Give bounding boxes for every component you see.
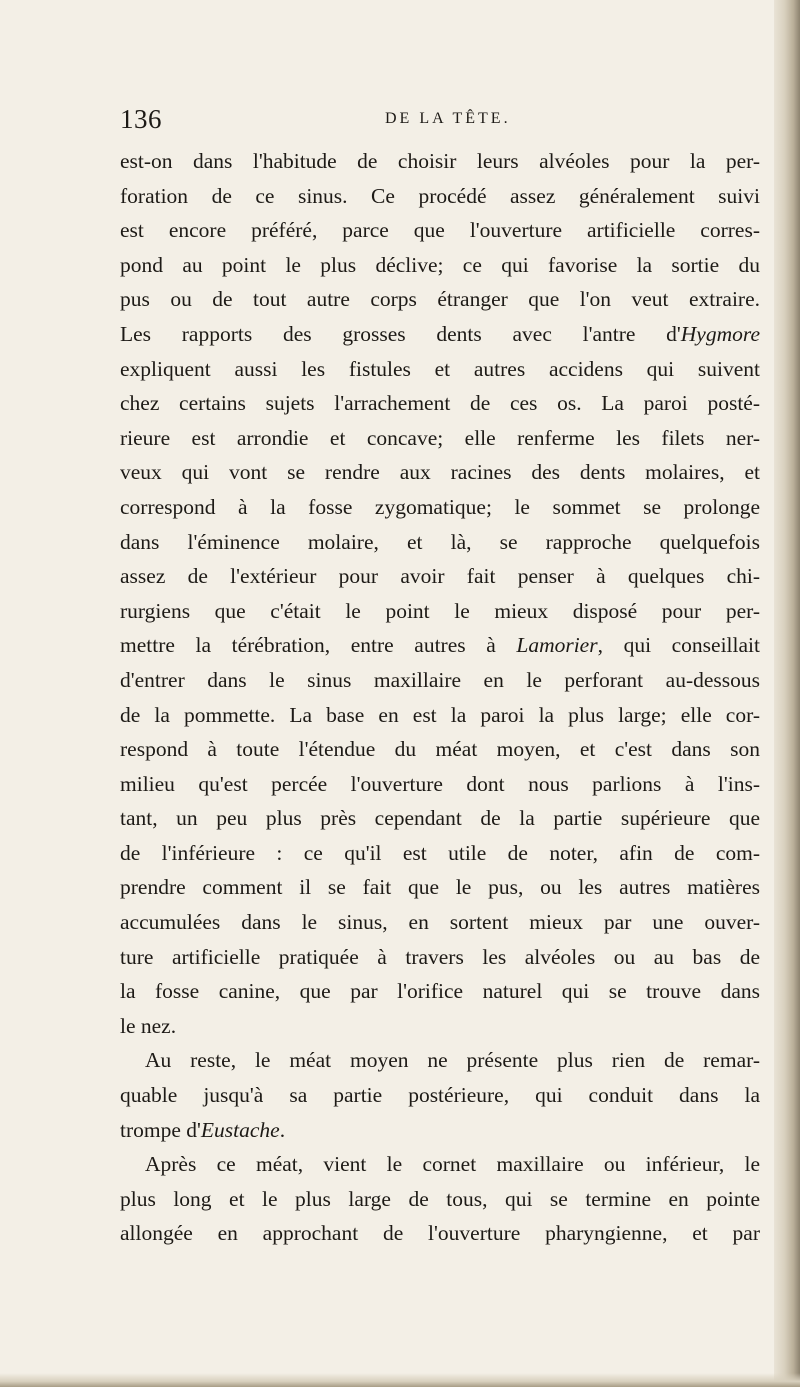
text-line: quable jusqu'à sa partie postérieure, qui conduit dans la <box>120 1083 760 1108</box>
text-line: correspond à la fosse zygomatique; le sommet se prolonge <box>120 494 760 519</box>
text-line: prendre comment il se fait que le pus, ou les autres matières <box>120 875 760 900</box>
text-line: milieu qu'est percée l'ouverture dont nous parlions à l'ins- <box>120 771 760 796</box>
text-line: rurgiens que c'était le point le mieux disposé pour per- <box>120 598 760 623</box>
text-line: le nez. <box>120 1013 177 1038</box>
text-line: d'entrer dans le sinus maxillaire en le perforant au-dessous <box>120 667 760 692</box>
text-line: plus long et le plus large de tous, qui se termine en pointe <box>120 1186 760 1211</box>
body-text <box>120 144 760 1251</box>
page-edge-shadow <box>774 0 800 1387</box>
text-line: pus ou de tout autre corps étranger que l'on veut extraire. <box>120 287 760 312</box>
text-line <box>120 317 760 352</box>
text-line: accumulées dans le sinus, en sortent mieux par une ouver- <box>120 910 760 935</box>
text-run: trompe d' <box>120 1117 201 1142</box>
text-line: ture artificielle pratiquée à travers les alvéoles ou au bas de <box>120 944 760 969</box>
page-number: 136 <box>120 104 162 134</box>
text-line: dans l'éminence molaire, et là, se rapproche quelquefois <box>120 529 760 554</box>
running-head: DE LA TÊTE. <box>385 110 511 127</box>
text-line: veux qui vont se rendre aux racines des dents molaires, et <box>120 460 760 485</box>
text-run: , qui conseillait <box>597 633 760 658</box>
text-line <box>120 628 760 663</box>
italic-name-hygmore: Hygmore <box>680 321 760 346</box>
italic-name-lamorier: Lamorier <box>516 633 598 658</box>
text-run: . <box>279 1117 286 1142</box>
text-run: mettre la térébration, entre autres à <box>120 633 517 658</box>
text-line: allongée en approchant de l'ouverture pharyngienne, et par <box>120 1221 760 1246</box>
text-line: foration de ce sinus. Ce procédé assez généralement suivi <box>120 183 760 208</box>
text-line: assez de l'extérieur pour avoir fait penser à quelques chi- <box>120 564 760 589</box>
text-run: Les rapports des grosses dents avec l'antre d' <box>120 321 681 346</box>
text-line: de l'inférieure : ce qu'il est utile de noter, afin de com- <box>120 840 760 865</box>
text-line: respond à toute l'étendue du méat moyen, et c'est dans son <box>120 737 760 762</box>
text-line: expliquent aussi les fistules et autres accidens qui suivent <box>120 356 760 381</box>
text-line: Après ce méat, vient le cornet maxillaire ou inférieur, le <box>145 1152 760 1177</box>
text-line: tant, un peu plus près cependant de la partie supérieure que <box>120 806 760 831</box>
text-line: est-on dans l'habitude de choisir leurs alvéoles pour la per- <box>120 149 760 173</box>
text-line: Au reste, le méat moyen ne présente plus rien de remar- <box>145 1048 760 1073</box>
text-line: de la pommette. La base en est la paroi la plus large; elle cor- <box>120 702 760 727</box>
text-line <box>120 1113 760 1148</box>
italic-name-eustache: Eustache <box>200 1117 280 1142</box>
text-line: est encore préféré, parce que l'ouverture artificielle corres- <box>120 218 760 243</box>
bottom-edge-shadow <box>0 1373 800 1387</box>
text-line: chez certains sujets l'arrachement de ces os. La paroi posté- <box>120 391 760 416</box>
text-line: rieure est arrondie et concave; elle renferme les filets ner- <box>120 425 760 450</box>
text-line: la fosse canine, que par l'orifice naturel qui se trouve dans <box>120 979 760 1004</box>
text-line: pond au point le plus déclive; ce qui favorise la sortie du <box>120 252 760 277</box>
page-header <box>120 104 740 144</box>
